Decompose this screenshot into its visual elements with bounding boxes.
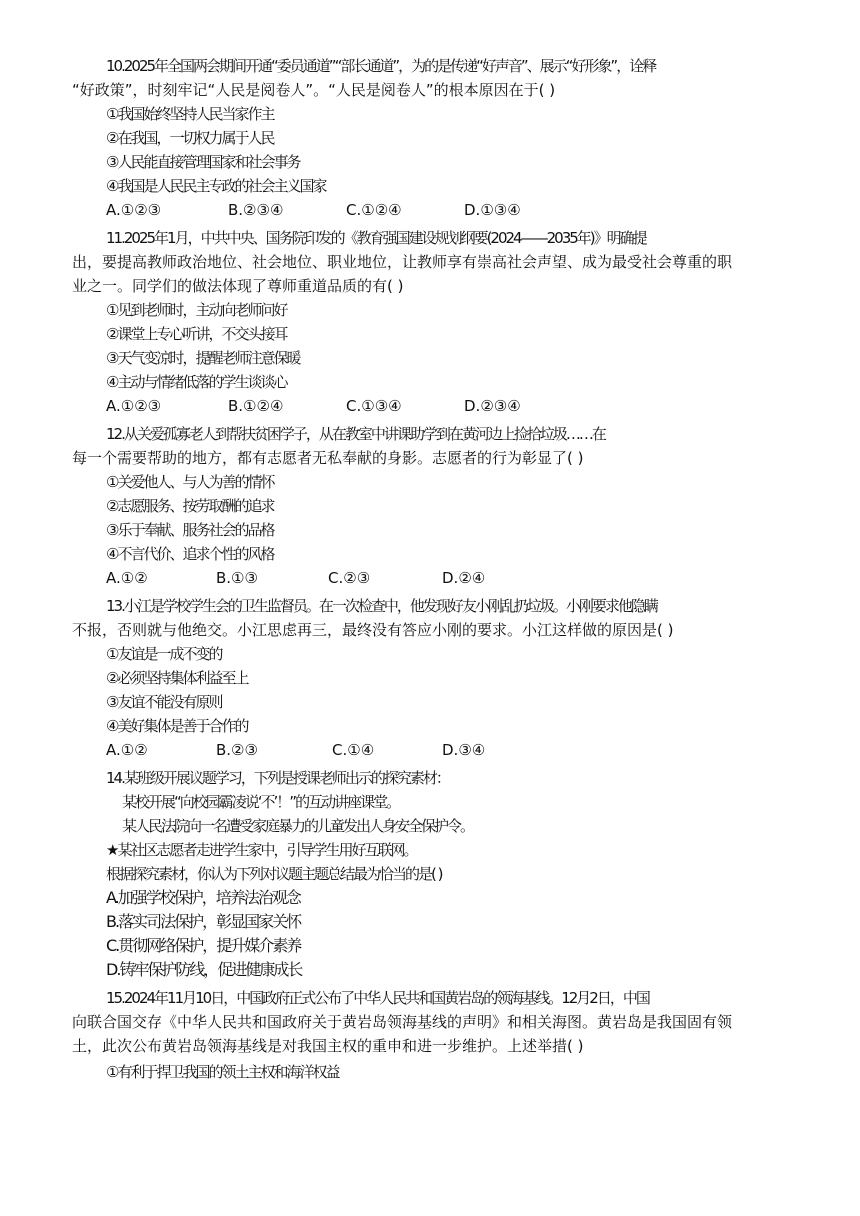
q10-options — [106, 198, 806, 222]
option-d: D.②③④ — [464, 397, 521, 415]
option-d: D.③④ — [442, 741, 486, 759]
q14-choice-c: C.贯彻网络保护，提升媒介素养 — [106, 936, 301, 955]
q12-item: ③乐于奉献、服务社会的品格 — [106, 521, 274, 539]
q11-item: ①见到老师时，主动向老师问好 — [106, 301, 287, 319]
q11-stem-line: 业之一。同学们的做法体现了尊师重道品质的有( ) — [72, 277, 404, 295]
q14-material: 某校开展“向校园霸凌说‘不’！”的互动讲座课堂。 — [122, 793, 400, 811]
q15-stem-line: 15.2024年11月10日，中国政府正式公布了中华人民共和国黄岩岛的领海基线。12月2日，中国 — [106, 989, 649, 1007]
q12-stem-line: 每一个需要帮助的地方，都有志愿者无私奉献的身影。志愿者的行为彰显了( ) — [72, 449, 584, 467]
q14-material: 某人民法院向一名遭受家庭暴力的儿童发出人身安全保护令。 — [122, 817, 474, 835]
option-c: C.①③④ — [346, 397, 402, 415]
q13-stem-line: 不报，否则就与他绝交。小江思虑再三，最终没有答应小刚的要求。小江这样做的原因是( ) — [72, 621, 674, 639]
option-a: A.①② — [106, 741, 148, 759]
q13-item: ②必须坚持集体利益至上 — [106, 669, 248, 687]
q13-options — [106, 738, 806, 762]
q11-stem-line: 11.2025年1月，中共中央、国务院印发的《教育强国建设规划纲要(2024——2035年)》明确提 — [106, 229, 646, 247]
option-b: B.①③ — [216, 569, 258, 587]
q14-choice-b: B.落实司法保护，彰显国家关怀 — [106, 912, 301, 931]
q14-starred-material: ★某社区志愿者走进学生家中，引导学生用好互联网。 — [106, 841, 417, 859]
q10-item: ③人民能直接管理国家和社会事务 — [106, 153, 300, 171]
q12-item: ②志愿服务、按劳取酬的追求 — [106, 497, 274, 515]
option-d: D.②④ — [442, 569, 486, 587]
q10-stem-line: “好政策”，时刻牢记“人民是阅卷人”。“人民是阅卷人”的根本原因在于( ) — [72, 81, 556, 99]
option-c: C.①④ — [332, 741, 375, 759]
option-b: B.①②④ — [228, 397, 284, 415]
option-a: A.①②③ — [106, 201, 162, 219]
q13-stem-line: 13.小江是学校学生会的卫生监督员。在一次检查中，他发现好友小刚乱扔垃圾。小刚要求他隐瞒 — [106, 597, 657, 615]
option-a: A.①② — [106, 569, 148, 587]
q15-stem-line: 向联合国交存《中华人民共和国政府关于黄岩岛领海基线的声明》和相关海图。黄岩岛是我国固有领 — [72, 1013, 733, 1031]
q13-item: ③友谊不能没有原则 — [106, 693, 222, 711]
q14-choice-d: D.铸牢保护防线，促进健康成长 — [106, 960, 302, 979]
q11-item: ④主动与情绪低落的学生谈谈心 — [106, 373, 287, 391]
q15-stem-line: 土，此次公布黄岩岛领海基线是对我国主权的重申和进一步维护。上述举措( ) — [72, 1037, 584, 1055]
q13-item: ④美好集体是善于合作的 — [106, 717, 248, 735]
q15-item: ①有利于捍卫我国的领土主权和海洋权益 — [106, 1063, 339, 1081]
q14-choice-a: A.加强学校保护，培养法治观念 — [106, 888, 300, 907]
q10-item: ①我国始终坚持人民当家作主 — [106, 105, 274, 123]
q10-stem-line: 10.2025年全国两会期间开通“委员通道”“部长通道”，为的是传递“好声音”、展示“好形象”，诠释 — [106, 57, 656, 75]
option-c: C.①②④ — [346, 201, 402, 219]
q14-stem-line: 14.某班级开展议题学习，下列是授课老师出示的探究素材： — [106, 769, 449, 787]
q11-options — [106, 394, 806, 418]
option-c: C.②③ — [328, 569, 371, 587]
q12-item: ①关爱他人、与人为善的情怀 — [106, 473, 274, 491]
option-b: B.②③ — [216, 741, 258, 759]
option-d: D.①③④ — [464, 201, 521, 219]
q11-item: ③天气变凉时，提醒老师注意保暖 — [106, 349, 300, 367]
q10-item: ②在我国，一切权力属于人民 — [106, 129, 274, 147]
option-b: B.②③④ — [228, 201, 284, 219]
q12-item: ④不言代价、追求个性的风格 — [106, 545, 274, 563]
q13-item: ①友谊是一成不变的 — [106, 645, 222, 663]
q10-item: ④我国是人民民主专政的社会主义国家 — [106, 177, 326, 195]
q12-stem-line: 12.从关爱孤寡老人到帮扶贫困学子，从在教室中讲课助学到在黄河边上捡拾垃圾……在 — [106, 425, 605, 443]
q11-stem-line: 出，要提高教师政治地位、社会地位、职业地位，让教师享有崇高社会声望、成为最受社会尊重的职 — [72, 253, 733, 271]
q14-question: 根据探究素材，你认为下列对议题主题总结最为恰当的是( ) — [106, 865, 442, 883]
q11-item: ②课堂上专心听讲，不交头接耳 — [106, 325, 287, 343]
q12-options — [106, 566, 806, 590]
option-a: A.①②③ — [106, 397, 162, 415]
